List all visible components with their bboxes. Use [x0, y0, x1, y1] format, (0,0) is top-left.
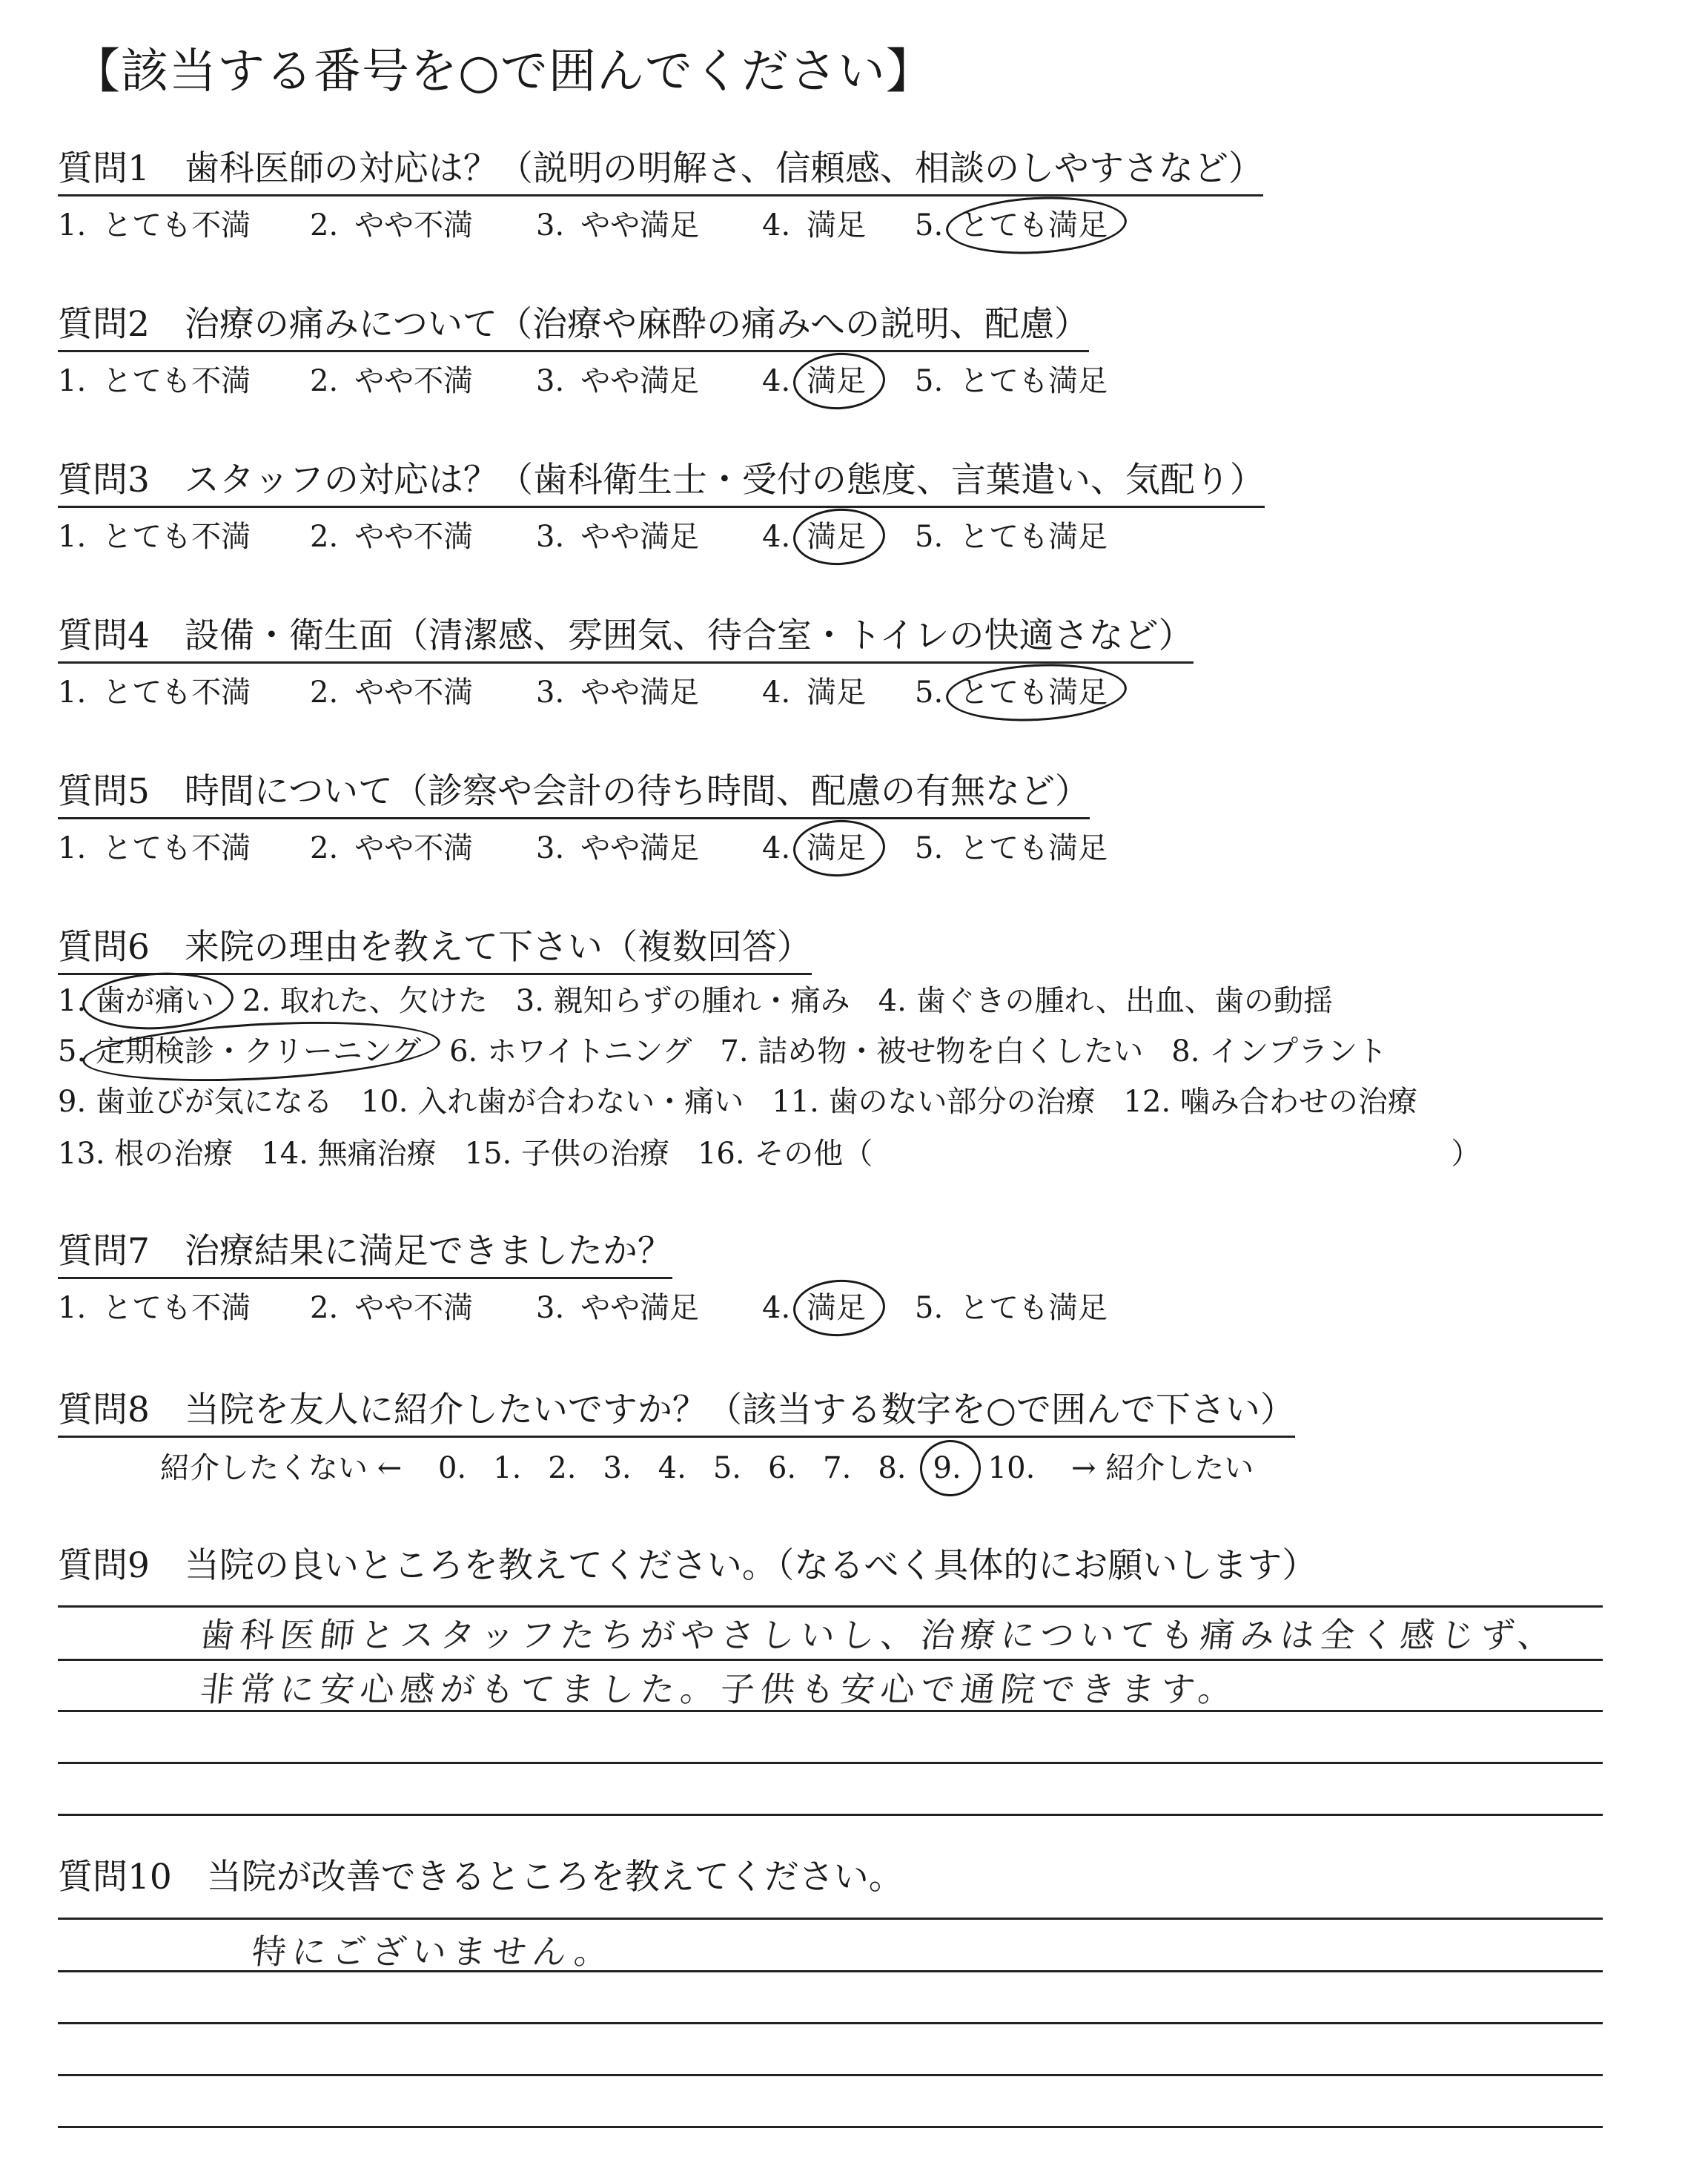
rating-option[interactable]: [762, 360, 866, 402]
scale-high-label: → 紹介したい: [1071, 1451, 1254, 1485]
option-label: 根の治療: [114, 1137, 234, 1171]
option-label: 取れた、欠けた: [279, 984, 488, 1018]
question-8-scale: [160, 1447, 1280, 1489]
option-number: 1.: [58, 984, 96, 1018]
option-label: 親知らずの腫れ・痛み: [553, 984, 850, 1018]
rating-option[interactable]: [915, 1287, 1108, 1329]
option-number: 4.: [762, 364, 791, 398]
answer-line: [58, 1762, 1603, 1764]
page-title: 【該当する番号を○で囲んでください】: [73, 44, 934, 99]
option-number: 2.: [310, 208, 339, 242]
rating-option[interactable]: [58, 516, 251, 558]
option-label: とても不満: [102, 208, 251, 242]
option-number: 5.: [915, 208, 944, 242]
option-number: 3.: [536, 208, 565, 242]
rating-option[interactable]: [536, 672, 699, 713]
reason-option[interactable]: [449, 1034, 692, 1069]
option-number: 4.: [762, 520, 791, 554]
reason-option[interactable]: [242, 984, 488, 1018]
option-number: 5.: [915, 1291, 944, 1325]
option-label: やや不満: [354, 364, 474, 398]
option-number: 16.: [697, 1137, 755, 1171]
option-number: 12.: [1123, 1085, 1180, 1119]
rating-option[interactable]: [310, 360, 473, 402]
option-label: インプラント: [1209, 1034, 1388, 1069]
option-label: とても不満: [102, 676, 251, 710]
reason-option[interactable]: [698, 1137, 1480, 1171]
reason-option[interactable]: [261, 1137, 436, 1171]
scale-value[interactable]: 8.: [878, 1451, 907, 1485]
option-number: 2.: [242, 984, 280, 1018]
question-8-heading: 質問8 当院を友人に紹介したいですか？（該当する数字を○で囲んで下さい）: [58, 1387, 1295, 1438]
question-10-heading: 質問10 当院が改善できるところを教えてください。: [58, 1857, 904, 1898]
option-number: 1.: [58, 520, 87, 554]
option-label: やや不満: [354, 208, 474, 242]
rating-option[interactable]: [915, 360, 1108, 402]
option-label: やや満足: [580, 1291, 700, 1325]
option-label: やや不満: [354, 520, 474, 554]
option-number: 1.: [58, 1291, 87, 1325]
option-label: やや不満: [354, 1291, 474, 1325]
scale-value[interactable]: 7.: [823, 1451, 852, 1485]
scale-value[interactable]: 3.: [603, 1451, 632, 1485]
rating-option[interactable]: [762, 828, 866, 869]
option-number: 5.: [915, 676, 944, 710]
option-number: 6.: [449, 1034, 487, 1069]
option-number: 2.: [310, 1291, 339, 1325]
answer-line: [58, 2126, 1603, 2128]
reason-option[interactable]: [58, 984, 214, 1018]
rating-option[interactable]: [58, 1287, 251, 1329]
reason-option[interactable]: [1124, 1085, 1417, 1119]
answer-line: [58, 1918, 1603, 1920]
question-10-answer-line-1: 特にございません。: [250, 1932, 617, 1972]
reason-option[interactable]: [1171, 1034, 1387, 1069]
option-label: 歯並びが気になる: [95, 1085, 333, 1119]
option-label: とても不満: [102, 364, 251, 398]
answer-line: [58, 1814, 1603, 1816]
option-label: やや不満: [354, 831, 474, 865]
option-number: 3.: [536, 831, 565, 865]
option-number: 8.: [1171, 1034, 1210, 1069]
question-7-heading: 質問7 治療結果に満足できましたか？: [58, 1228, 672, 1279]
option-number: 5.: [915, 520, 944, 554]
scale-value[interactable]: 10.: [987, 1451, 1036, 1485]
option-label-circled: 満足: [807, 360, 866, 402]
option-label: 満足: [807, 676, 867, 710]
question-5-heading: 質問5 時間について（診察や会計の待ち時間、配慮の有無など）: [58, 768, 1090, 819]
option-number: 4.: [762, 831, 791, 865]
option-number: 7.: [720, 1034, 758, 1069]
rating-option[interactable]: [58, 205, 251, 246]
scale-value[interactable]: 1.: [493, 1451, 522, 1485]
option-number: 4.: [762, 676, 791, 710]
question-2-heading: 質問2 治療の痛みについて（治療や麻酔の痛みへの説明、配慮）: [58, 301, 1089, 352]
option-number: 13.: [58, 1137, 115, 1171]
rating-option[interactable]: [310, 516, 473, 558]
answer-line: [58, 2022, 1603, 2024]
option-number: 2.: [310, 364, 339, 398]
option-number: 11.: [772, 1085, 829, 1119]
option-number: 1.: [58, 208, 87, 242]
option-label: その他（: [754, 1137, 873, 1171]
scale-value-circled[interactable]: 9.: [933, 1447, 961, 1489]
question-6-row: [58, 1081, 1446, 1123]
question-6-row: [58, 1031, 1415, 1072]
option-label: 無痛治療: [317, 1137, 437, 1171]
scale-value[interactable]: 5.: [712, 1451, 741, 1485]
option-label: とても満足: [959, 831, 1108, 865]
question-6-heading: 質問6 来院の理由を教えて下さい（複数回答）: [58, 924, 812, 975]
scale-value[interactable]: 2.: [548, 1451, 577, 1485]
option-number: 9.: [58, 1085, 96, 1119]
rating-option[interactable]: [915, 828, 1108, 869]
option-number: 2.: [310, 520, 339, 554]
scale-value[interactable]: 4.: [658, 1451, 686, 1485]
reason-option[interactable]: [772, 1085, 1095, 1119]
rating-option[interactable]: [310, 205, 473, 246]
option-number: 1.: [58, 831, 87, 865]
option-label: やや満足: [580, 364, 700, 398]
reason-option[interactable]: [58, 1085, 333, 1119]
scale-low-label: 紹介したくない ←: [160, 1451, 403, 1485]
option-number: 10.: [360, 1085, 418, 1119]
scale-values: [438, 1451, 1062, 1485]
option-label: 入れ歯が合わない・痛い: [417, 1085, 744, 1119]
rating-option[interactable]: [915, 205, 1108, 246]
question-9-answer-line-1: 歯科医師とスタッフたちがやさしいし、治療についても痛みは全く感じず、: [198, 1615, 1560, 1655]
option-label: 子供の治療: [520, 1137, 669, 1171]
reason-option[interactable]: [720, 1034, 1143, 1069]
rating-option[interactable]: [536, 205, 699, 246]
option-label: 歯のない部分の治療: [828, 1085, 1096, 1119]
option-number: 1.: [58, 364, 87, 398]
option-number: 2.: [310, 676, 339, 710]
option-label-circled: 歯が痛い: [96, 980, 214, 1022]
question-9-heading: 質問9 当院の良いところを教えてください。（なるべく具体的にお願いします）: [58, 1545, 1317, 1586]
option-label: 詰め物・被せ物を白くしたい: [758, 1034, 1144, 1069]
option-label: やや満足: [580, 831, 700, 865]
option-label-circled: 満足: [807, 828, 866, 869]
answer-line: [58, 2074, 1603, 2076]
rating-option[interactable]: [762, 205, 866, 246]
rating-option[interactable]: [58, 360, 251, 402]
rating-option[interactable]: [536, 1287, 699, 1329]
answer-line: [58, 1605, 1603, 1608]
option-number: 3.: [536, 676, 565, 710]
rating-option[interactable]: [915, 516, 1108, 558]
option-label-circled: 満足: [807, 1287, 866, 1329]
reason-option[interactable]: [58, 1137, 233, 1171]
option-label: 噛み合わせの治療: [1179, 1085, 1417, 1119]
rating-option[interactable]: [536, 516, 699, 558]
rating-option[interactable]: [762, 1287, 866, 1329]
reason-option[interactable]: [361, 1085, 744, 1119]
question-4-heading: 質問4 設備・衛生面（清潔感、雰囲気、待合室・トイレの快適さなど）: [58, 612, 1194, 664]
option-label: 満足: [807, 208, 867, 242]
other-close-paren: ）: [1451, 1137, 1481, 1171]
option-label: 歯ぐきの腫れ、出血、歯の動揺: [916, 984, 1333, 1018]
rating-option[interactable]: [536, 360, 699, 402]
option-label: やや満足: [580, 676, 700, 710]
rating-option[interactable]: [58, 828, 251, 869]
rating-option[interactable]: [762, 516, 866, 558]
scale-value[interactable]: 6.: [767, 1451, 797, 1485]
scale-value[interactable]: 0.: [437, 1451, 467, 1485]
option-label-circled: とても満足: [959, 205, 1108, 246]
option-label: とても不満: [102, 1291, 251, 1325]
reason-option[interactable]: [878, 984, 1333, 1018]
option-label: とても満足: [959, 520, 1108, 554]
option-label: とても不満: [102, 520, 251, 554]
question-6-row: [58, 980, 1361, 1022]
option-number: 3.: [515, 984, 554, 1018]
rating-option[interactable]: [536, 828, 699, 869]
option-label-circled: 満足: [807, 516, 866, 558]
option-label: やや満足: [580, 208, 700, 242]
reason-option[interactable]: [58, 1034, 421, 1069]
question-9-answer-line-2: 非常に安心感がもてました。子供も安心で通院できます。: [198, 1669, 1241, 1709]
question-1-heading: 質問1 歯科医師の対応は？（説明の明解さ、信頼感、相談のしやすさなど）: [58, 145, 1263, 196]
option-number: 5.: [58, 1034, 96, 1069]
option-label: とても満足: [959, 1291, 1108, 1325]
rating-option[interactable]: [310, 828, 473, 869]
option-number: 5.: [915, 364, 944, 398]
reason-option[interactable]: [465, 1137, 669, 1171]
rating-option[interactable]: [58, 672, 251, 713]
answer-line: [58, 1659, 1603, 1661]
question-3-heading: 質問3 スタッフの対応は？（歯科衛生士・受付の態度、言葉遣い、気配り）: [58, 457, 1265, 508]
option-number: 3.: [536, 1291, 565, 1325]
option-label: ホワイトニング: [486, 1034, 692, 1069]
option-label: とても不満: [102, 831, 251, 865]
option-label-circled: とても満足: [959, 672, 1108, 713]
option-label: やや満足: [580, 520, 700, 554]
option-number: 1.: [58, 676, 87, 710]
option-number: 3.: [536, 364, 565, 398]
option-number: 15.: [464, 1137, 521, 1171]
rating-option[interactable]: [310, 672, 473, 713]
option-number: 4.: [762, 208, 791, 242]
option-label: とても満足: [959, 364, 1108, 398]
option-label: やや不満: [354, 676, 474, 710]
option-number: 5.: [915, 831, 944, 865]
option-label-circled: 定期検診・クリーニング: [96, 1031, 421, 1072]
option-number: 2.: [310, 831, 339, 865]
reason-option[interactable]: [516, 984, 850, 1018]
option-number: 4.: [762, 1291, 791, 1325]
rating-option[interactable]: [310, 1287, 473, 1329]
question-6-row: [58, 1133, 1509, 1175]
option-number: 4.: [878, 984, 916, 1018]
rating-option[interactable]: [762, 672, 866, 713]
option-number: 3.: [536, 520, 565, 554]
option-number: 14.: [261, 1137, 318, 1171]
rating-option[interactable]: [915, 672, 1108, 713]
